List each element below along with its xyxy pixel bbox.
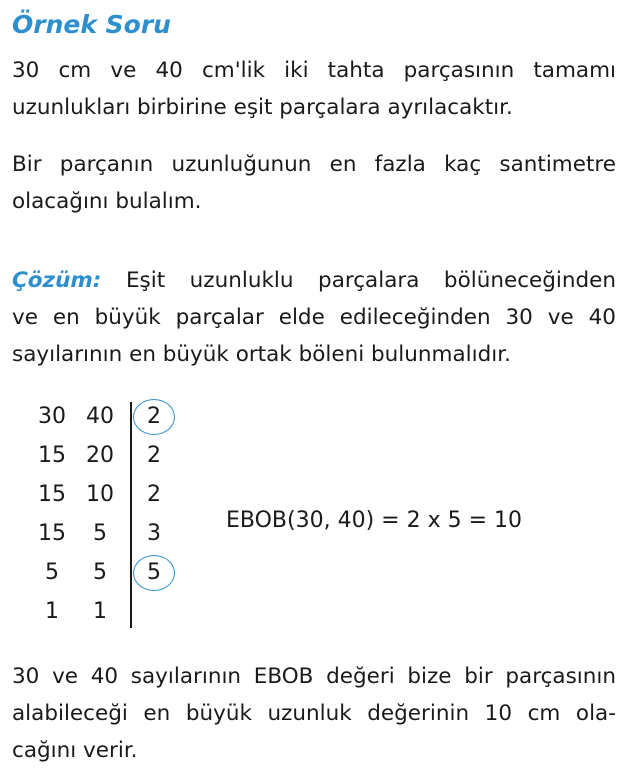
division-divisor: 3: [147, 521, 161, 546]
solution-text: [12, 262, 616, 373]
division-dividend-a: 30: [38, 404, 66, 429]
divisor-circle-mark: [133, 399, 175, 435]
ebob-result: EBOB(30, 40) = 2 x 5 = 10: [226, 508, 522, 533]
division-dividend-b: 20: [86, 443, 114, 468]
example-heading: Örnek Soru: [12, 10, 171, 39]
division-vertical-line: [130, 402, 132, 628]
division-dividend-b: 10: [86, 482, 114, 507]
division-dividend-a: 15: [38, 443, 66, 468]
solution-line: [12, 262, 616, 299]
solution-line: sayılarının en büyük ortak böleni bulunmalıdır.: [12, 342, 511, 367]
solution-label: Çözüm:: [12, 268, 102, 293]
conclusion-line: 30 ve 40 sayılarının EBOB değeri bize bir parçasının: [12, 664, 616, 689]
ask-line: Bir parçanın uzunluğunun en fazla kaç santimetre: [12, 152, 616, 177]
conclusion-line: cağını verir.: [12, 738, 138, 763]
solution-line-text: Eşit uzunluklu parçalara bölüneceğinden: [125, 268, 616, 293]
division-dividend-a: 15: [38, 482, 66, 507]
division-divisor: 5: [147, 560, 161, 585]
solution-line: ve en büyük parçalar elde edileceğinden 30 ve 40: [12, 305, 616, 330]
division-divisor: 2: [147, 404, 161, 429]
division-dividend-a: 5: [45, 560, 59, 585]
division-dividend-a: 1: [45, 599, 59, 624]
division-dividend-b: 5: [93, 560, 107, 585]
division-table: [22, 396, 182, 632]
question-text: [12, 52, 616, 126]
division-dividend-b: 1: [93, 599, 107, 624]
division-dividend-b: 5: [93, 521, 107, 546]
ask-line: olacağını bulalım.: [12, 189, 202, 214]
divisor-circle-mark: [133, 555, 175, 591]
division-dividend-a: 15: [38, 521, 66, 546]
question-line: uzunlukları birbirine eşit parçalara ayrılacaktır.: [12, 95, 513, 120]
division-dividend-b: 40: [86, 404, 114, 429]
conclusion-text: [12, 658, 616, 769]
division-divisor: 2: [147, 443, 161, 468]
conclusion-line: alabileceği en büyük uzunluk değerinin 10 cm ola-: [12, 701, 616, 726]
division-divisor: 2: [147, 482, 161, 507]
question-line: 30 cm ve 40 cm'lik iki tahta parçasının tamamı: [12, 58, 616, 83]
ask-text: [12, 146, 616, 220]
